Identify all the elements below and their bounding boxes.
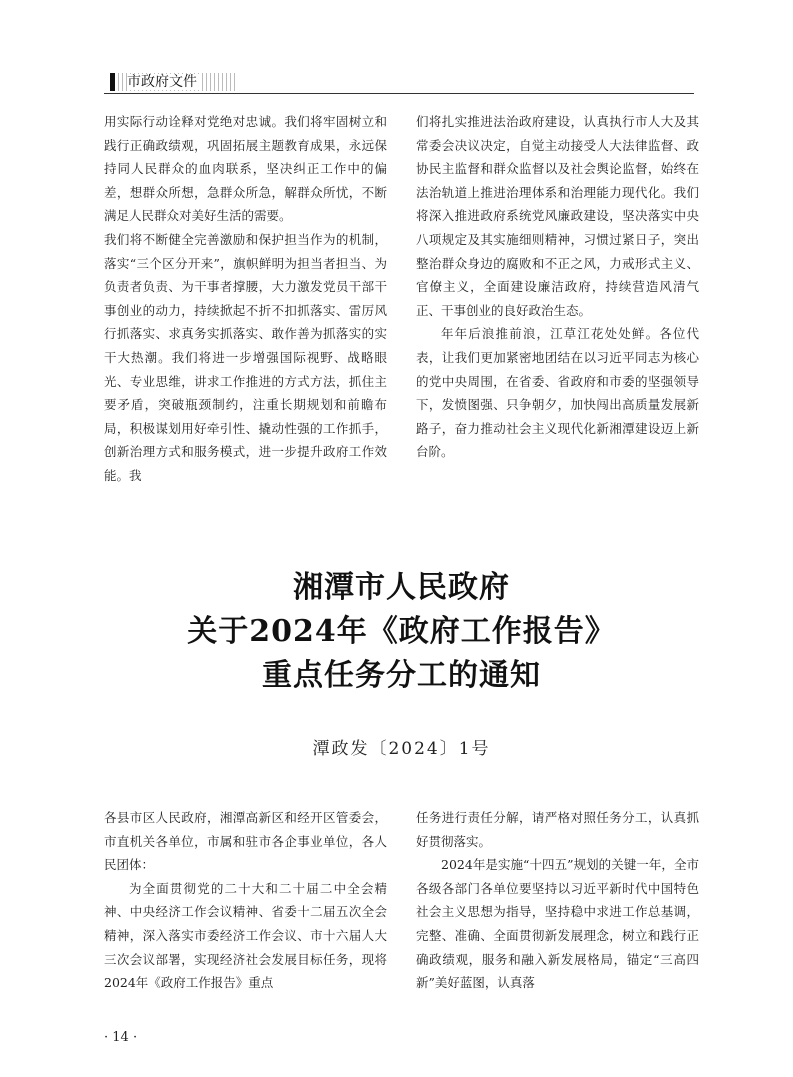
paragraph: 为全面贯彻党的二十大和二十届二中全会精神、中央经济工作会议精神、省委十二届五次全会精神，深入落实市委经济工作会议、市十六届人大三次会议部署，实现经济社会发展目标任务，现将2024年《政府工作报告》重点	[104, 880, 387, 991]
title-line-2: 关于2024年《政府工作报告》	[187, 614, 616, 649]
paragraph: 任务进行责任分解，请严格对照任务分工，认真抓好贯彻落实。	[416, 810, 699, 849]
document-title	[104, 566, 699, 698]
running-header	[104, 70, 694, 94]
paragraph: 们将扎实推进法治政府建设，认真执行市人大及其常委会决议决定，自觉主动接受人大法律监督、政协民主监督和群众监督以及社会舆论监督，始终在法治轨道上推进治理体系和治理能力现代化。我们将深入推进政府系统党风廉政建设，坚决落实中央八项规定及其实施细则精神，习惯过紧日子，突出整治群众身边的腐败和不正之风，力戒形式主义、官僚主义，全面建设廉洁政府，持续营造风清气正、干事创业的良好政治生态。	[416, 114, 699, 318]
top-left-column	[104, 110, 387, 488]
paragraph: 年年后浪推前浪，江草江花处处鲜。各位代表，让我们更加紧密地团结在以习近平同志为核心的党中央周围，在省委、省政府和市委的坚强领导下，发愤图强、只争朝夕，加快闯出高质量发展新路子，奋力推动社会主义现代化新湘潭建设迈上新台阶。	[416, 326, 699, 460]
paragraph: 各县市区人民政府，湘潭高新区和经开区管委会，市直机关各单位，市属和驻市各企事业单位，各人民团体：	[104, 810, 387, 873]
paragraph: 2024年是实施“十四五”规划的关键一年，全市各级各部门各单位要坚持以习近平新时代中国特色社会主义思想为指导，坚持稳中求进工作总基调，完整、准确、全面贯彻新发展理念，树立和践行正确政绩观，服务和融入新发展格局，锚定“三高四新”美好蓝图，认真落	[416, 857, 699, 991]
paragraph: 我们将不断健全完善激励和保护担当作为的机制，落实“三个区分开来”，旗帜鲜明为担当者担当、为负责者负责、为干事者撑腰，大力激发党员干部干事创业的动力，持续掀起不折不扣抓落实、雷厉风行抓落实、求真务实抓落实、敢作善为抓落实的实干大热潮。我们将进一步增强国际视野、战略眼光、专业思维，讲求工作推进的方式方法，抓住主要矛盾，突破瓶颈制约，注重长期规划和前瞻布局，积极谋划用好牵引性、撬动性强的工作抓手，创新治理方式和服务模式，进一步提升政府工作效能。我	[104, 231, 387, 483]
section-tag	[110, 73, 237, 91]
bottom-left-column	[104, 806, 387, 995]
document-number: 潭政发〔2024〕1号	[312, 739, 491, 759]
paragraph: 用实际行动诠释对党绝对忠诚。我们将牢固树立和践行正确政绩观，巩固拓展主题教育成果，永远保持同人民群众的血肉联系，坚决纠正工作中的偏差，想群众所想，急群众所急，解群众所忧，不断满足人民群众对美好生活的需要。	[104, 114, 387, 224]
bottom-right-column	[416, 806, 699, 995]
section-label: 市政府文件	[127, 74, 201, 90]
top-right-column	[416, 110, 699, 464]
title-line-3: 重点任务分工的通知	[262, 658, 541, 693]
page-number: · 14 ·	[104, 1030, 138, 1045]
header-rule	[104, 93, 694, 94]
title-line-1: 湘潭市人民政府	[293, 570, 510, 605]
